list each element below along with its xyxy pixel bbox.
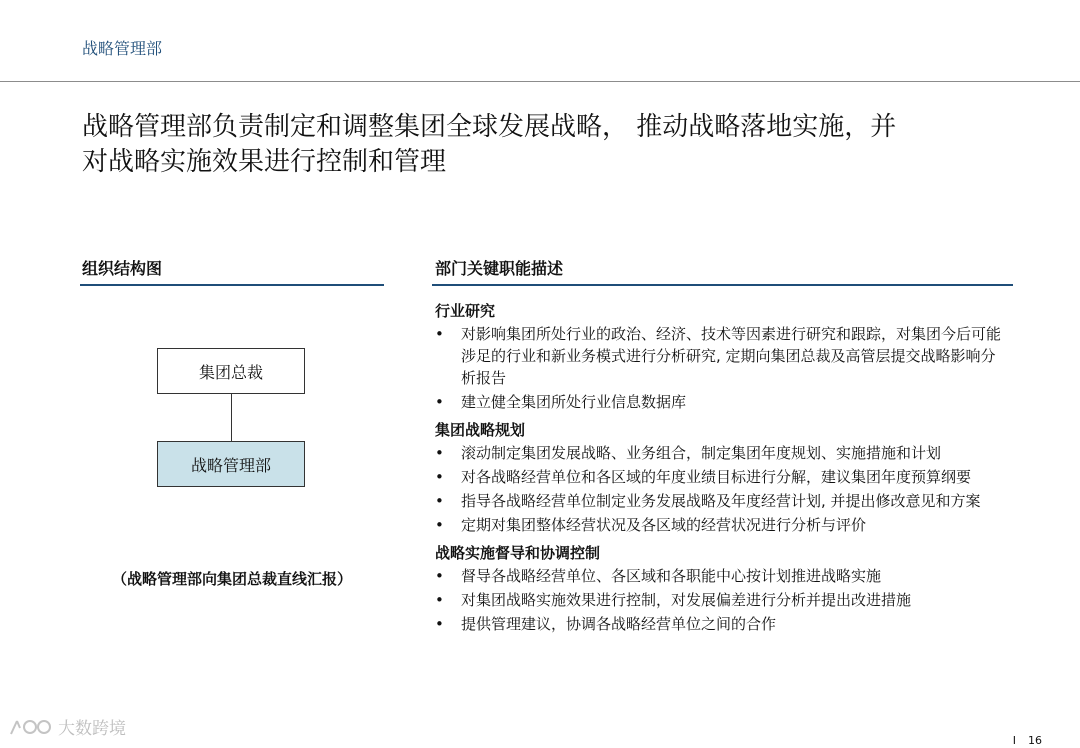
bullet-icon: • — [435, 444, 444, 462]
functions-heading-rule — [432, 284, 1013, 286]
function-item — [435, 490, 1010, 512]
functions-heading: 部门关键职能描述 — [435, 259, 564, 278]
function-category-title: 战略实施督导和协调控制 — [435, 544, 601, 562]
bullet-icon: • — [435, 591, 444, 609]
function-item-text: 定期对集团整体经营状况及各区域的经营状况进行分析与评价 — [461, 516, 867, 534]
bullet-icon: • — [435, 492, 444, 510]
function-item-text: 指导各战略经营单位制定业务发展战略及年度经营计划, 并提出修改意见和方案 — [461, 492, 981, 510]
bullet-icon: • — [435, 516, 444, 534]
page-footer — [1013, 734, 1042, 747]
org-box-president: 集团总裁 — [157, 348, 305, 394]
page-title — [82, 110, 1022, 180]
watermark-text: 大数跨境 — [58, 719, 126, 739]
logo-mark-icon — [8, 716, 54, 738]
org-box-strategy-dept: 战略管理部 — [157, 441, 305, 487]
function-category-title: 集团战略规划 — [435, 421, 526, 439]
function-item-text: 滚动制定集团发展战略、业务组合，制定集团年度规划、实施措施和计划 — [461, 444, 942, 462]
function-item-text: 对各战略经营单位和各区域的年度业绩目标进行分解，建议集团年度预算纲要 — [461, 468, 972, 486]
page-title-line-1: 战略管理部负责制定和调整集团全球发展战略， 推动战略落地实施，并 — [82, 112, 897, 142]
bullet-icon: • — [435, 325, 444, 343]
function-item — [435, 589, 1010, 611]
function-item-list — [435, 442, 1010, 536]
org-connector-line — [231, 394, 232, 441]
function-item — [435, 613, 1010, 635]
function-item-list — [435, 323, 1010, 413]
function-category-title: 行业研究 — [435, 302, 496, 320]
bullet-icon: • — [435, 468, 444, 486]
header-divider — [0, 81, 1080, 82]
bullet-icon: • — [435, 393, 444, 411]
function-item-text: 提供管理建议，协调各战略经营单位之间的合作 — [461, 615, 777, 633]
function-item — [435, 391, 1010, 413]
bullet-icon: • — [435, 567, 444, 585]
page-title-line-2: 对战略实施效果进行控制和管理 — [82, 147, 447, 177]
function-item — [435, 514, 1010, 536]
function-item — [435, 442, 1010, 464]
function-item-text: 督导各战略经营单位、各区域和各职能中心按计划推进战略实施 — [461, 567, 882, 585]
function-item-list — [435, 565, 1010, 635]
function-item-text: 对影响集团所处行业的政治、经济、技术等因素进行研究和跟踪，对集团今后可能涉足的行业和新业务模式进行分析研究, 定期向集团总裁及高管层提交战略影响分析报告 — [461, 325, 1002, 387]
org-chart-caption: （战略管理部向集团总裁直线汇报） — [111, 570, 352, 588]
header-title: 战略管理部 — [82, 39, 163, 58]
function-item — [435, 565, 1010, 587]
function-item — [435, 323, 1010, 389]
functions-list — [435, 300, 1010, 637]
org-chart-heading: 组织结构图 — [82, 259, 163, 278]
function-item-text: 建立健全集团所处行业信息数据库 — [461, 393, 687, 411]
watermark — [8, 714, 126, 739]
bullet-icon: • — [435, 615, 444, 633]
page-number: 16 — [1028, 734, 1042, 747]
footer-separator: I — [1012, 734, 1016, 747]
org-chart-heading-rule — [80, 284, 384, 286]
function-item-text: 对集团战略实施效果进行控制，对发展偏差进行分析并提出改进措施 — [461, 591, 912, 609]
function-item — [435, 466, 1010, 488]
